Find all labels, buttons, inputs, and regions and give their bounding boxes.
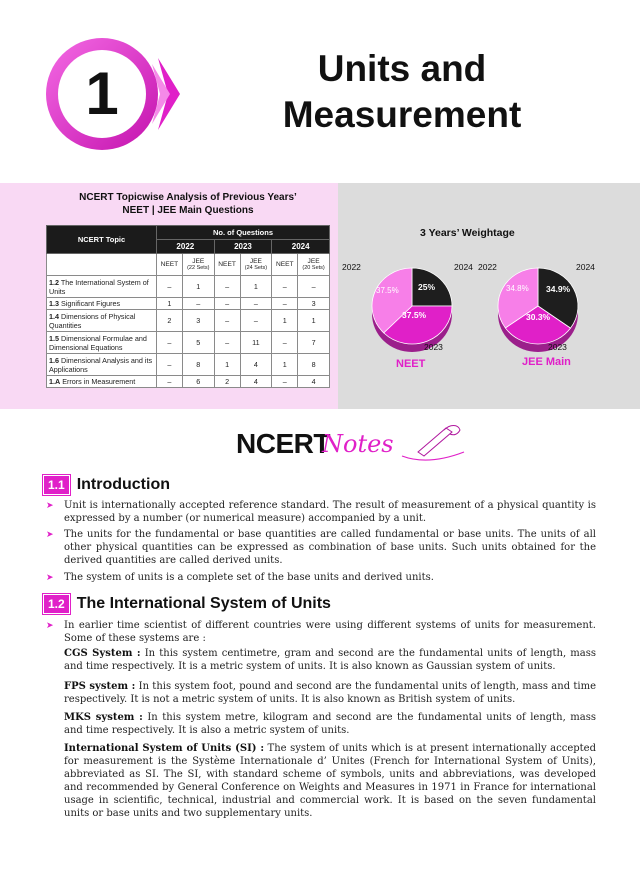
value-cell: – xyxy=(272,376,298,388)
bullet-icon: ➤ xyxy=(46,573,54,583)
topic-cell xyxy=(47,298,157,310)
topic-cell xyxy=(47,310,157,332)
weightage-title: 3 Years’ Weightage xyxy=(420,227,515,239)
si-text: The system of units which is at present internationally accepted for measurement is the Système Internationale d’ Unites (French for International System of Units), abbreviated as SI. The SI, with standard scheme of symbols, units and abbreviations, was developed and recommended by General Conference on Weights and Measures in 1971 in France for international usage in scientific, technical, industrial and commercial work. It is based on the seven fundamental units or base units and two supplementary units. xyxy=(64,743,596,819)
header-blank xyxy=(47,254,157,276)
jee-pct-2022: 34.8% xyxy=(506,284,529,293)
header-questions: No. of Questions xyxy=(157,226,330,240)
notes-ncert-text: NCERT xyxy=(236,428,330,459)
jee-pct-2024: 34.9% xyxy=(546,284,571,294)
jee-label-2023: 2023 xyxy=(548,342,567,352)
value-cell: 2 xyxy=(214,376,240,388)
topic-number: 1.2 xyxy=(49,277,59,287)
header-year: 2023 xyxy=(214,240,272,254)
cgs-paragraph xyxy=(64,647,596,673)
header-jee xyxy=(298,254,330,276)
si-paragraph xyxy=(64,742,596,820)
table-row xyxy=(47,310,330,332)
header-jee-sets: (24 Sets) xyxy=(244,265,268,271)
section-title: Introduction xyxy=(76,476,170,493)
value-cell: 11 xyxy=(240,332,272,354)
section-heading-introduction xyxy=(44,476,170,494)
neet-caption: NEET xyxy=(396,358,426,370)
value-cell: 6 xyxy=(182,376,214,388)
value-cell: – xyxy=(214,310,240,332)
table-row xyxy=(47,354,330,376)
topic-cell xyxy=(47,376,157,388)
cgs-label: CGS System : xyxy=(64,648,141,659)
si-label: International System of Units (SI) : xyxy=(64,743,265,754)
notes-script-text: Notes xyxy=(322,430,394,458)
value-cell: 8 xyxy=(182,354,214,376)
fps-paragraph xyxy=(64,680,596,706)
section-number: 1.1 xyxy=(44,476,69,494)
pen-icon xyxy=(398,422,470,464)
topic-cell xyxy=(47,276,157,298)
header-jee-sets: (20 Sets) xyxy=(302,265,325,271)
topic-name: Errors in Measurement xyxy=(62,377,136,386)
mks-paragraph xyxy=(64,711,596,737)
fps-text: In this system foot, pound and second are the fundamental units of length, mass and time respectively. It is not a metric system of units. It is also known as British system of units. xyxy=(64,681,596,705)
fps-label: FPS system : xyxy=(64,681,136,692)
header-topic: NCERT Topic xyxy=(47,226,157,254)
table-row xyxy=(47,276,330,298)
value-cell: – xyxy=(157,332,183,354)
header-jee-label: JEE xyxy=(192,258,205,265)
mks-label: MKS system : xyxy=(64,712,143,723)
value-cell: 3 xyxy=(182,310,214,332)
chapter-title xyxy=(262,46,542,139)
bullet-icon: ➤ xyxy=(46,530,54,540)
header-neet: NEET xyxy=(214,254,240,276)
paragraph: Unit is internationally accepted reference standard. The result of measurement of a physical quantity is expressed by a number (or numerical measure) accompanied by a unit. xyxy=(64,500,596,524)
value-cell: – xyxy=(157,276,183,298)
section-number: 1.2 xyxy=(44,595,69,613)
neet-pct-2023: 37.5% xyxy=(402,310,427,320)
topic-name: The International System of Units xyxy=(49,277,149,296)
value-cell: 1 xyxy=(182,276,214,298)
cgs-text: In this system centimetre, gram and second are the fundamental units of length, mass and time respectively. It is a metric system of units. It is also known as Gaussian system of units. xyxy=(64,648,596,672)
topicwise-table xyxy=(46,225,330,388)
topic-cell xyxy=(47,332,157,354)
value-cell: – xyxy=(182,298,214,310)
value-cell: – xyxy=(157,354,183,376)
analysis-title-line2: NEET | JEE Main Questions xyxy=(122,205,254,216)
chapter-number: 1 xyxy=(85,60,119,127)
value-cell: – xyxy=(214,332,240,354)
jee-caption: JEE Main xyxy=(522,356,571,368)
topic-number: 1.3 xyxy=(49,299,59,308)
topic-number: 1.6 xyxy=(49,355,59,365)
value-cell: 3 xyxy=(298,298,330,310)
value-cell: – xyxy=(272,276,298,298)
topic-name: Dimensional Formulae and Dimensional Equations xyxy=(49,333,147,352)
jee-label-2022: 2022 xyxy=(478,262,497,272)
ncert-notes-banner xyxy=(230,420,470,466)
header-jee-label: JEE xyxy=(249,258,262,265)
value-cell: 4 xyxy=(298,376,330,388)
analysis-title xyxy=(48,191,328,217)
header-neet: NEET xyxy=(157,254,183,276)
topic-number: 1.4 xyxy=(49,311,59,321)
value-cell: 2 xyxy=(157,310,183,332)
header-neet: NEET xyxy=(272,254,298,276)
topic-name: Significant Figures xyxy=(61,299,121,308)
header-year: 2022 xyxy=(157,240,215,254)
analysis-title-line1: NCERT Topicwise Analysis of Previous Years’ xyxy=(79,192,297,203)
jee-label-2024: 2024 xyxy=(576,262,595,272)
bullet-icon: ➤ xyxy=(46,501,54,511)
value-cell: – xyxy=(240,310,272,332)
neet-pct-2024: 25% xyxy=(418,282,436,292)
topic-cell xyxy=(47,354,157,376)
value-cell: – xyxy=(214,276,240,298)
value-cell: 5 xyxy=(182,332,214,354)
neet-label-2023: 2023 xyxy=(424,342,443,352)
value-cell: 1 xyxy=(214,354,240,376)
header-jee xyxy=(240,254,272,276)
value-cell: 1 xyxy=(157,298,183,310)
paragraph: In earlier time scientist of different countries were using different systems of units for measurement. Some of these systems are : xyxy=(64,620,596,644)
value-cell: – xyxy=(157,376,183,388)
value-cell: 1 xyxy=(272,310,298,332)
header-jee-sets: (22 Sets) xyxy=(187,265,210,271)
paragraph: The system of units is a complete set of the base units and derived units. xyxy=(64,572,434,583)
table-row xyxy=(47,332,330,354)
value-cell: 8 xyxy=(298,354,330,376)
value-cell: 1 xyxy=(272,354,298,376)
chapter-title-line2: Measurement xyxy=(282,94,522,136)
chapter-badge xyxy=(40,30,190,158)
value-cell: 4 xyxy=(240,354,272,376)
value-cell: – xyxy=(214,298,240,310)
header-jee-label: JEE xyxy=(307,258,320,265)
value-cell: 1 xyxy=(298,310,330,332)
topic-name: Dimensional Analysis and its Applications xyxy=(49,355,153,374)
chapter-title-line1: Units and xyxy=(317,48,487,89)
value-cell: – xyxy=(272,298,298,310)
section-title: The International System of Units xyxy=(76,595,331,612)
topic-name: Dimensions of Physical Quantities xyxy=(49,311,136,330)
value-cell: 7 xyxy=(298,332,330,354)
neet-pct-2022: 37.5% xyxy=(376,286,399,295)
table-row xyxy=(47,298,330,310)
value-cell: – xyxy=(272,332,298,354)
header-jee xyxy=(182,254,214,276)
bullet-icon: ➤ xyxy=(46,621,54,631)
table-row xyxy=(47,376,330,388)
mks-text: In this system metre, kilogram and second are the fundamental units of length, mass and time respectively. It is also a metric system of units. xyxy=(64,712,596,736)
topic-number: 1.A xyxy=(49,377,61,386)
jee-pct-2023: 30.3% xyxy=(526,312,551,322)
topic-number: 1.5 xyxy=(49,333,59,343)
value-cell: – xyxy=(240,298,272,310)
value-cell: 1 xyxy=(240,276,272,298)
section-heading-si-units xyxy=(44,595,331,613)
neet-label-2024: 2024 xyxy=(454,262,473,272)
neet-label-2022: 2022 xyxy=(342,262,361,272)
value-cell: 4 xyxy=(240,376,272,388)
value-cell: – xyxy=(298,276,330,298)
header-year: 2024 xyxy=(272,240,330,254)
paragraph: The units for the fundamental or base quantities are called fundamental or base units. The units of all other physical quantities can be expressed as combination of base units. Such units obtained for the derived quantities are called derived units. xyxy=(64,529,596,566)
neet-pie-chart xyxy=(368,256,468,356)
